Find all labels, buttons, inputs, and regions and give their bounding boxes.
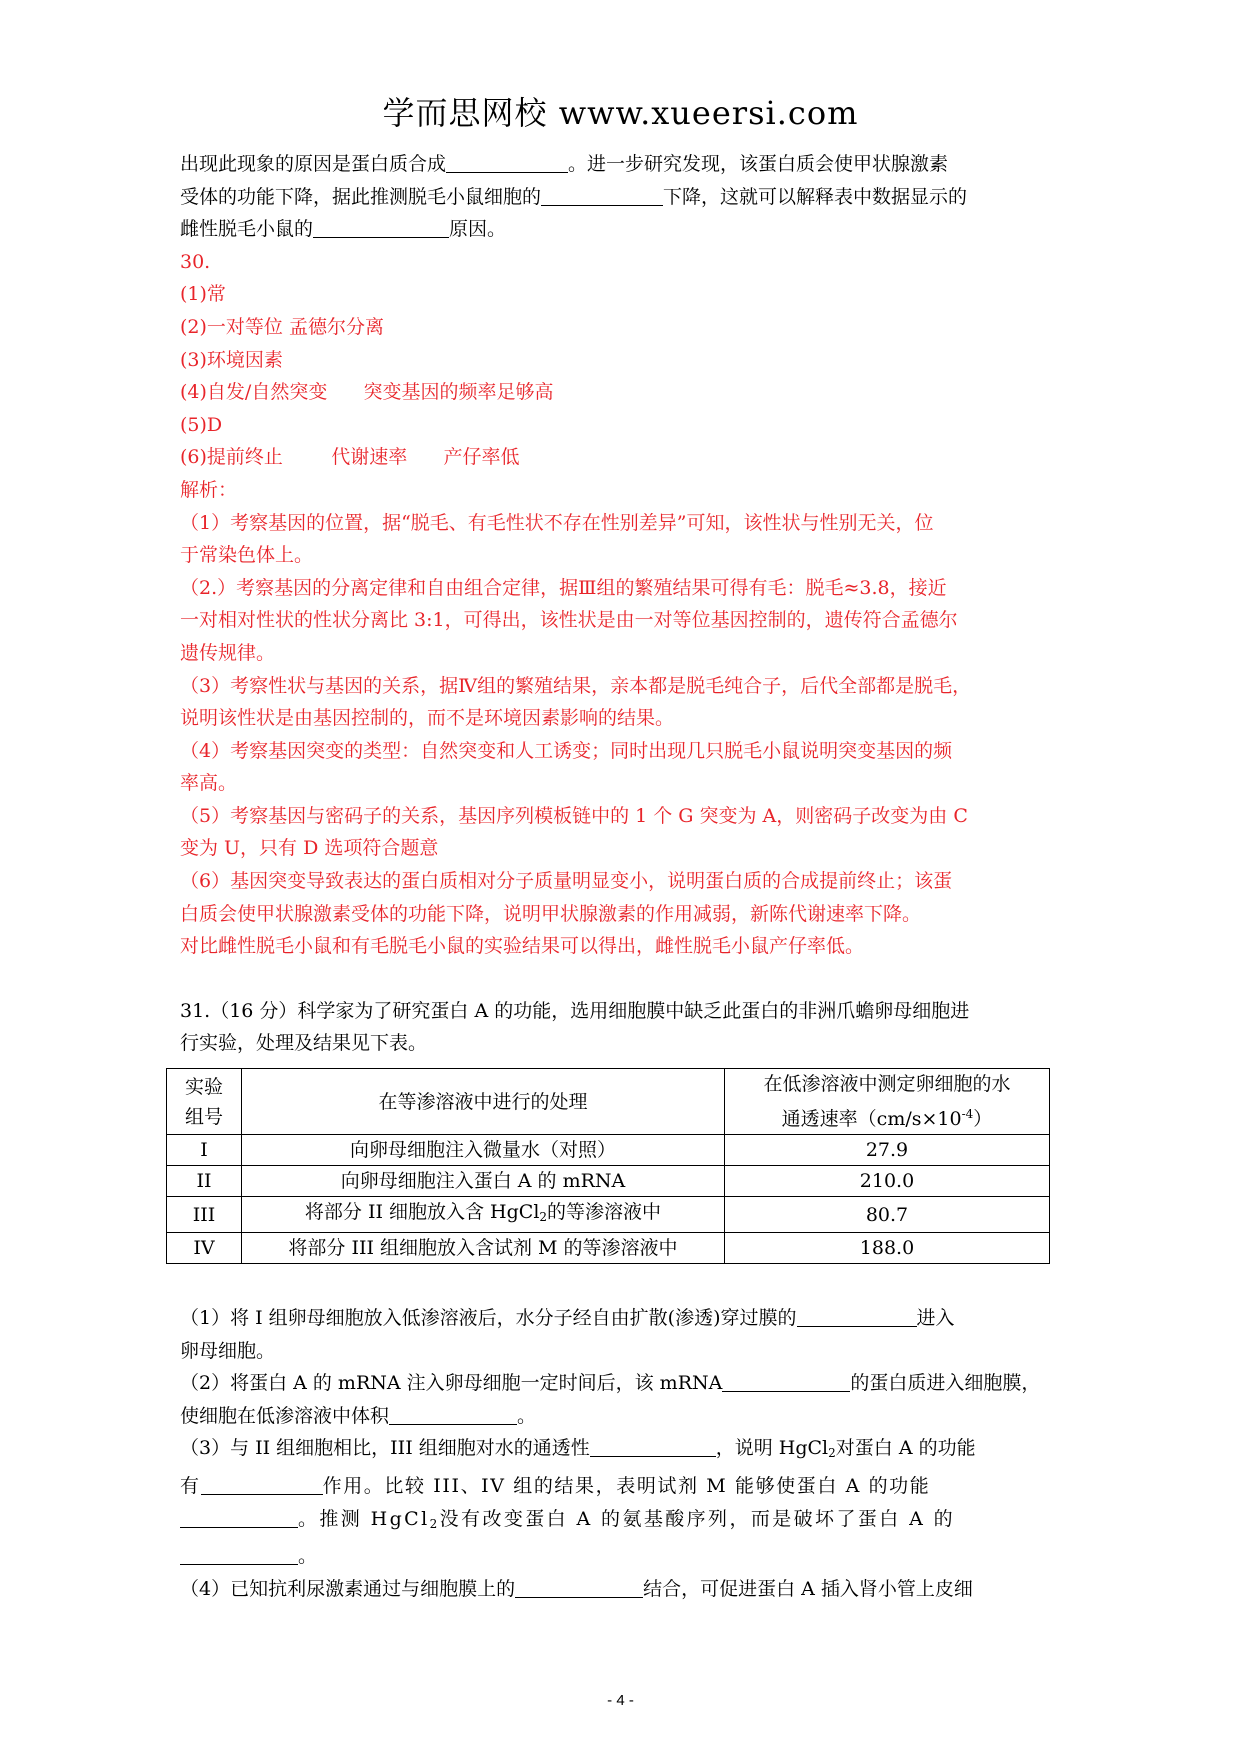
- analysis-line: 遗传规律。: [180, 641, 276, 664]
- header-treatment: 在等渗溶液中进行的处理: [242, 1069, 725, 1135]
- table-header-row: [167, 1069, 1050, 1135]
- analysis-line: 说明该性状是由基因控制的，而不是环境因素影响的结果。: [180, 707, 675, 730]
- text: 。: [517, 1404, 537, 1427]
- q30-answer-2: (2)一对等位 孟德尔分离: [180, 315, 384, 338]
- page-number: - 4 -: [607, 1692, 634, 1709]
- text: （4）已知抗利尿激素通过与细胞膜上的: [180, 1577, 516, 1600]
- q31-sub3-line-4: [180, 1540, 1070, 1573]
- cell-rate: 27.9: [725, 1135, 1050, 1166]
- analysis-line: 白质会使甲状腺激素受体的功能下降，说明甲状腺激素的作用减弱，新陈代谢速率下降。: [180, 902, 922, 925]
- table-row: [167, 1197, 1050, 1233]
- text: （1）将 I 组卵母细胞放入低渗溶液后，水分子经自由扩散(渗透)穿过膜的: [180, 1307, 797, 1329]
- q31-sub1-line-1: [180, 1302, 1070, 1335]
- answer-blank: [722, 1369, 850, 1392]
- cell-group: I: [167, 1135, 242, 1166]
- text: 雌性脱毛小鼠的: [180, 218, 314, 241]
- text: 将部分 II 细胞放入含 HgCl: [304, 1201, 540, 1223]
- q31-sub3-line-2: [180, 1470, 1070, 1503]
- q31-sub2-line-1: [180, 1367, 1070, 1400]
- answer-blank: [180, 1542, 298, 1565]
- table-row: [167, 1166, 1050, 1197]
- q30-answer-4: (4)自发/自然突变 突变基因的频率足够高: [180, 381, 554, 404]
- cell-rate: 210.0: [725, 1166, 1050, 1197]
- answer-blank: [446, 150, 568, 173]
- answer-blank: [180, 1505, 298, 1528]
- text: 实验: [184, 1075, 223, 1098]
- q29-line-3: [180, 213, 1070, 246]
- text: 进入: [916, 1307, 955, 1329]
- text: 下降，这就可以解释表中数据显示的: [663, 185, 968, 208]
- text: 的蛋白质进入细胞膜，: [850, 1372, 1041, 1395]
- q30-answer-3: (3)环境因素: [180, 348, 283, 371]
- text: 。进一步研究发现，该蛋白质会使甲状腺激素: [568, 153, 949, 175]
- text: （2）将蛋白 A 的 mRNA 注入卵母细胞一定时间后，该 mRNA: [180, 1372, 723, 1395]
- text: 通透速率（cm/s×10: [781, 1108, 962, 1130]
- cell-rate: 80.7: [725, 1197, 1050, 1233]
- experiment-table: [166, 1068, 1050, 1264]
- text: 出现此现象的原因是蛋白质合成: [180, 153, 447, 175]
- table-row: [167, 1135, 1050, 1166]
- q31-subquestions: [180, 1302, 1070, 1605]
- analysis-line: 变为 U，只有 D 选项符合题意: [180, 837, 439, 860]
- page-header: 学而思网校 www.xueersi.com: [382, 94, 859, 132]
- analysis-line: （1）考察基因的位置，据“脱毛、有毛性状不存在性别差异”可知，该性状与性别无关，位: [180, 511, 934, 534]
- text: 原因。: [449, 218, 507, 241]
- answer-blank: [590, 1434, 716, 1457]
- header-rate: [725, 1069, 1050, 1135]
- subscript: 2: [429, 1516, 440, 1531]
- spacer: [180, 963, 1070, 995]
- analysis-line: 一对相对性状的性状分离比 3:1，可得出，该性状是由一对等位基因控制的，遗传符合孟德尔: [180, 609, 958, 632]
- q29-line-1: [180, 148, 1070, 181]
- q31-sub4-line-1: [180, 1573, 1070, 1606]
- q30-answer-6: (6)提前终止 代谢速率 产仔率低: [180, 446, 520, 469]
- text: 组号: [184, 1105, 223, 1128]
- analysis-line: （3）考察性状与基因的关系，据Ⅳ组的繁殖结果，亲本都是脱毛纯合子，后代全部都是脱毛，: [180, 674, 972, 697]
- q31-sub3-line-3: [180, 1503, 1070, 1541]
- text: 对蛋白 A 的功能: [835, 1437, 976, 1460]
- answer-blank: [313, 215, 449, 238]
- cell-group: IV: [167, 1233, 242, 1264]
- analysis-line: （5）考察基因与密码子的关系，基因序列模板链中的 1 个 G 突变为 A，则密码子改变为由 C: [180, 804, 968, 827]
- analysis-line: 于常染色体上。: [180, 544, 314, 567]
- q31-sub3-line-1: [180, 1432, 1070, 1470]
- analysis-label: 解析：: [180, 478, 238, 501]
- text: 受体的功能下降，据此推测脱毛小鼠细胞的: [180, 185, 542, 208]
- cell-group: III: [167, 1197, 242, 1233]
- answer-blank: [201, 1472, 323, 1495]
- analysis-line: 对比雌性脱毛小鼠和有毛脱毛小鼠的实验结果可以得出，雌性脱毛小鼠产仔率低。: [180, 935, 865, 958]
- q31-sub1-line-2: 卵母细胞。: [180, 1339, 276, 1362]
- q31-intro-line-1: 31.（16 分）科学家为了研究蛋白 A 的功能，选用细胞膜中缺乏此蛋白的非洲爪蟾卵母细胞进: [180, 999, 970, 1022]
- cell-treatment: 向卵母细胞注入微量水（对照）: [242, 1135, 725, 1166]
- cell-rate: 188.0: [725, 1233, 1050, 1264]
- q30-number: 30.: [180, 250, 211, 273]
- text: 的等渗溶液中: [547, 1201, 662, 1223]
- cell-treatment: 向卵母细胞注入蛋白 A 的 mRNA: [242, 1166, 725, 1197]
- q31-intro-line-2: 行实验，处理及结果见下表。: [180, 1032, 428, 1055]
- text: 没有改变蛋白 A 的氨基酸序列，而是破坏了蛋白 A 的: [439, 1507, 956, 1530]
- answer-blank: [515, 1575, 643, 1598]
- text: 。推测 HgCl: [298, 1507, 430, 1530]
- subscript: 2: [539, 1210, 548, 1224]
- text: ，说明 HgCl: [715, 1437, 829, 1460]
- q29-line-2: [180, 181, 1070, 214]
- text: 结合，可促进蛋白 A 插入肾小管上皮细: [643, 1577, 973, 1600]
- cell-treatment: 将部分 III 组细胞放入含试剂 M 的等渗溶液中: [242, 1233, 725, 1264]
- analysis-line: （6）基因突变导致表达的蛋白质相对分子质量明显变小，说明蛋白质的合成提前终止；该蛋: [180, 870, 953, 893]
- text: ）: [973, 1108, 993, 1130]
- q30-answer-5: (5)D: [180, 413, 223, 436]
- answer-blank: [389, 1402, 517, 1425]
- q31-sub2-line-2: [180, 1400, 1070, 1433]
- answer-blank: [797, 1304, 917, 1327]
- page-body: [180, 148, 1070, 1060]
- cell-group: II: [167, 1166, 242, 1197]
- q30-answer-1: (1)常: [180, 283, 226, 306]
- q30-answer-block: [180, 246, 1070, 963]
- analysis-line: （2.）考察基因的分离定律和自由组合定律，据Ⅲ组的繁殖结果可得有毛：脱毛≈3.8，接近: [180, 576, 947, 599]
- text: 在低渗溶液中测定卵细胞的水: [763, 1073, 1011, 1095]
- text: （3）与 II 组细胞相比，III 组细胞对水的通透性: [180, 1437, 590, 1460]
- text: 作用。比较 III、IV 组的结果，表明试剂 M 能够使蛋白 A 的功能: [322, 1474, 931, 1497]
- text: 。: [298, 1545, 318, 1568]
- superscript: -4: [961, 1107, 974, 1121]
- text: 使细胞在低渗溶液中体积: [180, 1404, 390, 1427]
- table-row: [167, 1233, 1050, 1264]
- analysis-line: 率高。: [180, 772, 238, 795]
- analysis-line: （4）考察基因突变的类型：自然突变和人工诱变；同时出现几只脱毛小鼠说明突变基因的频: [180, 739, 953, 762]
- text: 有: [180, 1474, 201, 1497]
- subscript: 2: [828, 1446, 836, 1461]
- header-group: [167, 1069, 242, 1135]
- cell-treatment: [242, 1197, 725, 1233]
- answer-blank: [541, 183, 663, 206]
